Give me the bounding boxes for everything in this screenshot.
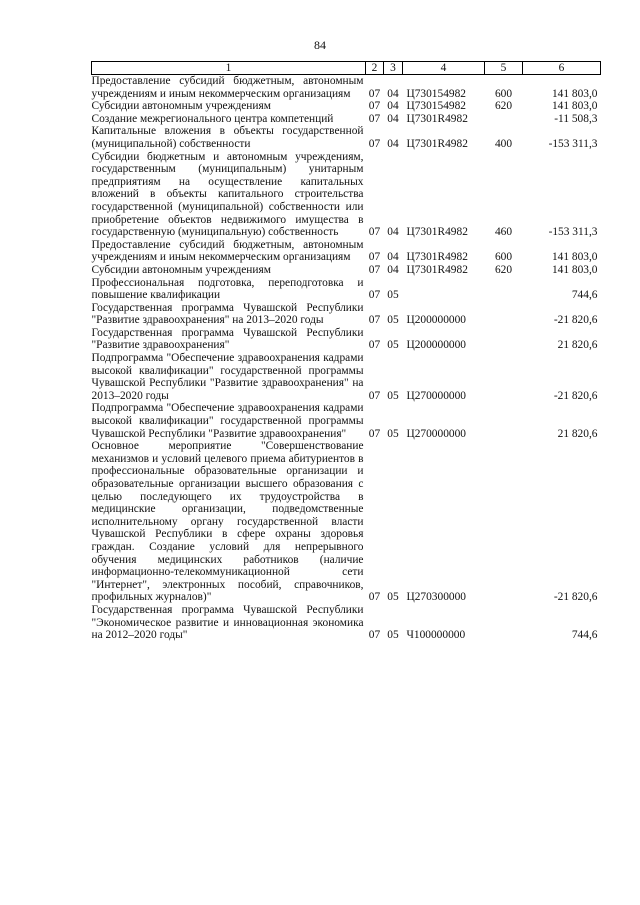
row-expense-type: 600 — [494, 251, 513, 264]
row-expense-type — [485, 302, 523, 327]
row-name: Государственная программа Чувашской Республики "Развитие здравоохранения" — [91, 326, 364, 352]
row-target-code: Ц270000000 — [406, 427, 466, 440]
row-section: 07 — [368, 251, 381, 264]
row-subsection: 04 — [387, 251, 399, 264]
page-number: 84 — [314, 38, 326, 52]
table-row — [92, 264, 601, 277]
header-col-4: 4 — [403, 62, 485, 75]
row-expense-type: 620 — [494, 263, 513, 276]
row-amount: 141 803,0 — [551, 263, 598, 276]
row-section: 07 — [368, 87, 381, 100]
row-target-code — [403, 277, 485, 302]
row-subsection: 05 — [387, 591, 399, 604]
row-name: Государственная программа Чувашской Республики "Развитие здравоохранения" на 2013–2020 годы — [91, 301, 364, 327]
row-expense-type — [485, 113, 523, 126]
row-subsection: 04 — [387, 137, 399, 150]
row-section: 07 — [368, 629, 381, 642]
row-subsection: 04 — [387, 226, 399, 239]
row-subsection: 05 — [387, 427, 399, 440]
row-target-code: Ц200000000 — [406, 314, 466, 327]
row-expense-type — [485, 440, 523, 604]
row-section: 07 — [368, 389, 381, 402]
row-name: Основное мероприятие "Совершенствование механизмов и условий целевого приема абитуриентов в профессиональные образовательные организации и образовательные организации высшего образования с целью последующего их трудоустройства в медицинские организации, подведомственные исполнительному органу государственной власти Чувашской Республики в сфере охраны здоровья граждан. Создание условий для непрерывного обучения медицинских работников (наличие информационно-телекоммуникационной сети "Интернет", электронных пособий, справочников, профильных журналов)" — [91, 440, 364, 604]
table-row — [92, 352, 601, 402]
row-amount: 744,6 — [571, 629, 598, 642]
row-subsection: 05 — [387, 289, 399, 302]
row-target-code: Ц7301R4982 — [406, 137, 468, 150]
header-col-3: 3 — [384, 62, 403, 75]
row-section: 07 — [368, 339, 381, 352]
header-col-6: 6 — [523, 62, 601, 75]
row-subsection: 05 — [387, 629, 399, 642]
table-row — [92, 151, 601, 239]
row-name: Субсидии бюджетным и автономным учреждениям, государственным (муниципальным) унитарным предприятиям на осуществление капитальных вложений в объекты капитального строительства государственной (муниципальной) собственности или приобретение объектов недвижимого имущества в государственную (муниципальную) собственность — [91, 150, 364, 239]
row-target-code: Ц7301R4982 — [406, 112, 468, 125]
table-row — [92, 239, 601, 264]
row-section: 07 — [368, 427, 381, 440]
row-amount: -21 820,6 — [553, 314, 598, 327]
row-section: 07 — [368, 591, 381, 604]
row-expense-type — [485, 352, 523, 402]
header-col-1: 1 — [92, 62, 366, 75]
table-row — [92, 327, 601, 352]
row-expense-type — [485, 327, 523, 352]
row-amount: 141 803,0 — [551, 87, 598, 100]
row-amount: 21 820,6 — [557, 339, 598, 352]
row-target-code: Ц7301R4982 — [406, 251, 468, 264]
table-body — [92, 75, 601, 642]
table-row — [92, 125, 601, 150]
row-section: 07 — [368, 314, 381, 327]
row-subsection: 04 — [387, 263, 399, 276]
row-subsection: 04 — [387, 112, 399, 125]
table-row — [92, 113, 601, 126]
table-row — [92, 75, 601, 101]
row-section: 07 — [368, 289, 381, 302]
table-header — [92, 62, 601, 75]
row-amount: 141 803,0 — [551, 100, 598, 113]
row-amount: -11 508,3 — [554, 112, 598, 125]
row-target-code: Ц7301R4982 — [406, 226, 468, 239]
header-col-2: 2 — [366, 62, 384, 75]
row-target-code: Ц200000000 — [406, 339, 466, 352]
row-name: Предоставление субсидий бюджетным, автономным учреждениям и иным некоммерческим организациям — [91, 238, 364, 264]
row-name: Субсидии автономным учреждениям — [91, 100, 271, 113]
row-subsection: 04 — [387, 87, 399, 100]
row-subsection: 04 — [387, 100, 399, 113]
table-row — [92, 302, 601, 327]
row-section: 07 — [368, 112, 381, 125]
row-amount: 744,6 — [571, 289, 598, 302]
row-name: Подпрограмма "Обеспечение здравоохранения кадрами высокой квалификации" государственной программы Чувашской Республики "Развитие здравоохранения" — [91, 402, 364, 440]
row-name: Создание межрегионального центра компетенций — [91, 112, 334, 125]
row-subsection: 05 — [387, 314, 399, 327]
row-section: 07 — [368, 226, 381, 239]
row-name: Капитальные вложения в объекты государственной (муниципальной) собственности — [91, 125, 364, 150]
row-amount: -21 820,6 — [553, 591, 598, 604]
table-row — [92, 440, 601, 604]
row-expense-type — [485, 604, 523, 642]
row-section: 07 — [368, 100, 381, 113]
row-subsection: 05 — [387, 339, 399, 352]
row-amount: -153 311,3 — [548, 226, 598, 239]
row-target-code: Ц270000000 — [406, 389, 466, 402]
row-expense-type: 600 — [494, 87, 513, 100]
row-expense-type: 400 — [494, 137, 513, 150]
header-row — [92, 62, 601, 75]
row-amount: 21 820,6 — [557, 427, 598, 440]
row-expense-type — [485, 402, 523, 440]
row-subsection: 05 — [387, 389, 399, 402]
row-section: 07 — [368, 263, 381, 276]
table-row — [92, 402, 601, 440]
row-amount: -153 311,3 — [548, 137, 598, 150]
row-target-code: Ц730154982 — [406, 100, 466, 113]
row-target-code: Ц270300000 — [406, 591, 466, 604]
row-name: Субсидии автономным учреждениям — [91, 263, 271, 276]
table-row — [92, 604, 601, 642]
row-expense-type: 460 — [494, 226, 513, 239]
row-amount: -21 820,6 — [553, 389, 598, 402]
budget-table — [91, 61, 601, 642]
row-name: Подпрограмма "Обеспечение здравоохранения кадрами высокой квалификации" государственной программы Чувашской Республики "Развитие здравоохранения" на 2013–2020 годы — [91, 352, 364, 402]
row-name: Профессиональная подготовка, переподготовка и повышение квалификации — [91, 276, 364, 302]
row-expense-type: 620 — [494, 100, 513, 113]
row-amount: 141 803,0 — [551, 251, 598, 264]
table-row — [92, 277, 601, 302]
row-name: Предоставление субсидий бюджетным, автономным учреждениям и иным некоммерческим организациям — [91, 75, 364, 100]
header-col-5: 5 — [485, 62, 523, 75]
row-expense-type — [485, 277, 523, 302]
row-target-code: Ч100000000 — [406, 629, 466, 642]
row-target-code: Ц730154982 — [406, 87, 466, 100]
row-section: 07 — [368, 137, 381, 150]
table-row — [92, 100, 601, 113]
row-name: Государственная программа Чувашской Республики "Экономическое развитие и инновационная экономика на 2012–2020 годы" — [91, 603, 364, 642]
row-target-code: Ц7301R4982 — [406, 263, 468, 276]
